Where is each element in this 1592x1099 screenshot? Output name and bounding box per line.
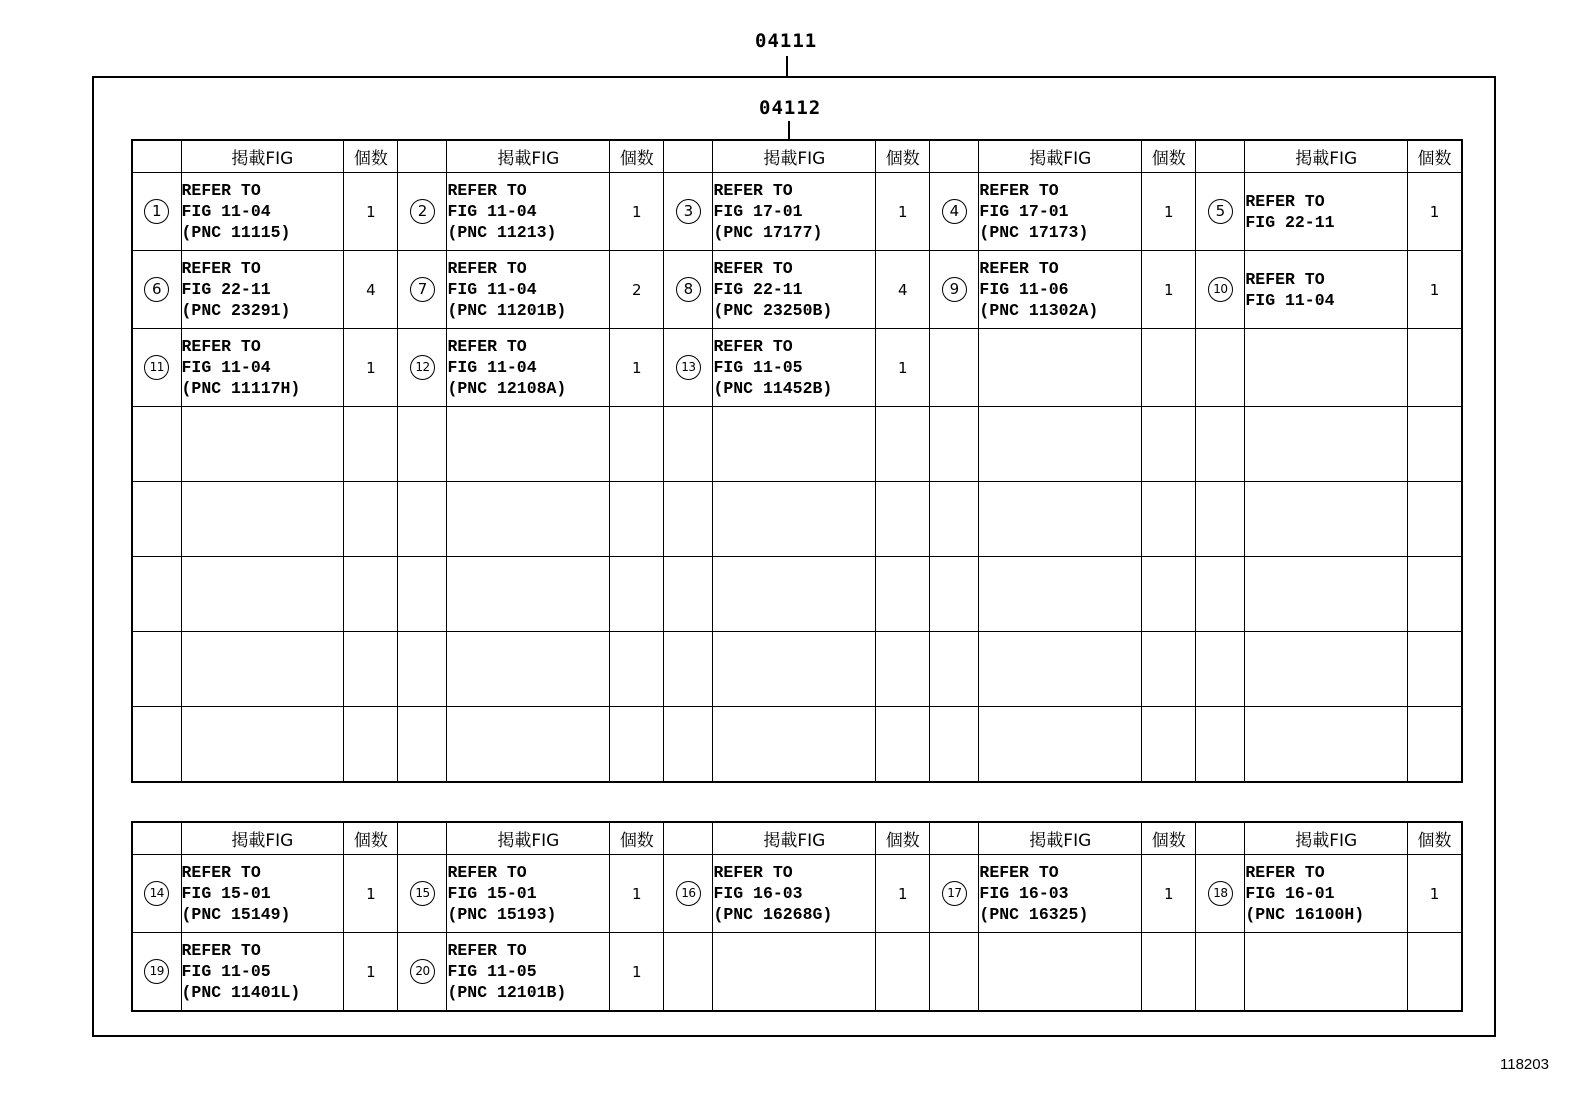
item-number-cell: [930, 251, 979, 329]
header-blank: [930, 140, 979, 173]
quantity-cell: 1: [1408, 855, 1462, 933]
header-qty: 個数: [1142, 822, 1196, 855]
empty-row: [132, 557, 1462, 632]
header-qty: 個数: [876, 822, 930, 855]
reference-line: FIG 17-01: [979, 202, 1069, 221]
figure-reference-cell: [447, 251, 610, 329]
empty-cell: [713, 482, 876, 557]
item-number-badge: 13: [676, 355, 701, 380]
reference-line: REFER TO: [979, 181, 1059, 200]
reference-line: REFER TO: [447, 337, 527, 356]
figure-reference-cell: [181, 251, 344, 329]
reference-line: REFER TO: [181, 259, 261, 278]
empty-cell: [447, 557, 610, 632]
header-fig: 掲載FIG: [713, 140, 876, 173]
empty-cell: [344, 407, 398, 482]
empty-cell: [876, 407, 930, 482]
figure-reference-cell: [181, 855, 344, 933]
empty-cell: [979, 482, 1142, 557]
empty-cell: [1196, 329, 1245, 407]
empty-cell: [930, 482, 979, 557]
quantity-cell: 1: [1408, 251, 1462, 329]
empty-cell: [930, 407, 979, 482]
lower-reference-table: [131, 821, 1463, 1012]
figure-reference-cell: [713, 251, 876, 329]
outer-leader-line: [786, 56, 788, 76]
reference-line: REFER TO: [447, 863, 527, 882]
reference-line: (PNC 15149): [181, 905, 291, 924]
item-number-badge: 17: [942, 881, 967, 906]
empty-cell: [610, 632, 664, 707]
quantity-cell: 4: [344, 251, 398, 329]
reference-line: FIG 11-04: [447, 202, 537, 221]
item-number-cell: [1196, 251, 1245, 329]
reference-line: FIG 11-04: [447, 358, 537, 377]
reference-line: FIG 22-11: [713, 280, 803, 299]
empty-cell: [447, 707, 610, 783]
empty-cell: [1408, 407, 1462, 482]
empty-cell: [1245, 329, 1408, 407]
empty-cell: [1408, 933, 1462, 1012]
empty-cell: [1245, 407, 1408, 482]
figure-reference-cell: [181, 933, 344, 1012]
reference-line: (PNC 16325): [979, 905, 1089, 924]
upper-reference-table: [131, 139, 1463, 783]
reference-line: FIG 11-06: [979, 280, 1069, 299]
empty-cell: [1408, 632, 1462, 707]
figure-reference-cell: [1245, 855, 1408, 933]
empty-cell: [979, 632, 1142, 707]
item-number-cell: [664, 251, 713, 329]
empty-cell: [713, 557, 876, 632]
reference-line: FIG 11-05: [447, 962, 537, 981]
reference-line: REFER TO: [181, 337, 261, 356]
quantity-cell: 2: [610, 251, 664, 329]
empty-cell: [979, 707, 1142, 783]
figure-reference-cell: [447, 855, 610, 933]
item-number-cell: [132, 173, 181, 251]
empty-row: [132, 707, 1462, 783]
figure-reference-cell: [979, 855, 1142, 933]
table-row: [132, 933, 1462, 1012]
empty-cell: [979, 557, 1142, 632]
illustration-code: 118203: [1500, 1056, 1549, 1073]
figure-reference-cell: [447, 933, 610, 1012]
empty-cell: [876, 707, 930, 783]
empty-cell: [398, 632, 447, 707]
empty-cell: [1142, 407, 1196, 482]
item-number-badge: 7: [410, 277, 435, 302]
item-number-cell: [930, 855, 979, 933]
empty-cell: [1408, 329, 1462, 407]
table-row: [132, 855, 1462, 933]
empty-cell: [1408, 557, 1462, 632]
reference-line: (PNC 11401L): [181, 983, 301, 1002]
quantity-cell: 1: [344, 855, 398, 933]
empty-cell: [181, 707, 344, 783]
reference-line: REFER TO: [713, 863, 793, 882]
reference-line: REFER TO: [181, 941, 261, 960]
reference-line: REFER TO: [713, 259, 793, 278]
reference-line: REFER TO: [979, 259, 1059, 278]
header-fig: 掲載FIG: [1245, 822, 1408, 855]
empty-cell: [132, 482, 181, 557]
reference-line: FIG 11-04: [181, 358, 271, 377]
header-qty: 個数: [344, 140, 398, 173]
reference-line: FIG 11-05: [713, 358, 803, 377]
empty-cell: [447, 407, 610, 482]
empty-cell: [1245, 632, 1408, 707]
quantity-cell: 1: [344, 329, 398, 407]
empty-cell: [1196, 407, 1245, 482]
empty-cell: [1196, 482, 1245, 557]
header-fig: 掲載FIG: [979, 140, 1142, 173]
empty-cell: [1408, 707, 1462, 783]
item-number-cell: [1196, 173, 1245, 251]
empty-cell: [1245, 707, 1408, 783]
header-blank: [1196, 140, 1245, 173]
header-blank: [132, 822, 181, 855]
quantity-cell: 1: [1408, 173, 1462, 251]
item-number-badge: 9: [942, 277, 967, 302]
header-fig: 掲載FIG: [713, 822, 876, 855]
reference-line: (PNC 23250B): [713, 301, 833, 320]
reference-line: (PNC 16100H): [1245, 905, 1365, 924]
reference-line: REFER TO: [1245, 269, 1325, 289]
empty-cell: [610, 407, 664, 482]
empty-cell: [876, 557, 930, 632]
header-fig: 掲載FIG: [447, 140, 610, 173]
item-number-cell: [398, 173, 447, 251]
empty-cell: [398, 557, 447, 632]
empty-cell: [1245, 482, 1408, 557]
empty-cell: [713, 407, 876, 482]
quantity-cell: 1: [876, 173, 930, 251]
item-number-badge: 4: [942, 199, 967, 224]
reference-line: FIG 16-01: [1245, 884, 1335, 903]
figure-reference-cell: [1245, 173, 1408, 251]
empty-cell: [344, 707, 398, 783]
reference-line: (PNC 16268G): [713, 905, 833, 924]
item-number-cell: [930, 173, 979, 251]
reference-line: (PNC 11302A): [979, 301, 1099, 320]
empty-cell: [664, 933, 713, 1012]
header-blank: [664, 140, 713, 173]
reference-line: REFER TO: [181, 863, 261, 882]
quantity-cell: 1: [344, 173, 398, 251]
reference-line: REFER TO: [1245, 863, 1325, 882]
reference-line: REFER TO: [1245, 191, 1325, 211]
empty-row: [132, 407, 1462, 482]
empty-cell: [1245, 557, 1408, 632]
header-qty: 個数: [1142, 140, 1196, 173]
reference-line: (PNC 23291): [181, 301, 291, 320]
quantity-cell: 4: [876, 251, 930, 329]
empty-cell: [1408, 482, 1462, 557]
empty-cell: [1196, 707, 1245, 783]
reference-line: FIG 22-11: [181, 280, 271, 299]
quantity-cell: 1: [1142, 173, 1196, 251]
empty-cell: [713, 933, 876, 1012]
empty-cell: [979, 329, 1142, 407]
empty-cell: [181, 632, 344, 707]
empty-cell: [1142, 933, 1196, 1012]
figure-reference-cell: [979, 173, 1142, 251]
header-blank: [1196, 822, 1245, 855]
quantity-cell: 1: [1142, 251, 1196, 329]
reference-line: FIG 16-03: [979, 884, 1069, 903]
quantity-cell: 1: [610, 329, 664, 407]
item-number-cell: [1196, 855, 1245, 933]
figure-reference-cell: [1245, 251, 1408, 329]
figure-reference-cell: [713, 329, 876, 407]
empty-cell: [344, 482, 398, 557]
reference-line: (PNC 11452B): [713, 379, 833, 398]
item-number-cell: [398, 329, 447, 407]
empty-cell: [930, 933, 979, 1012]
reference-line: FIG 15-01: [447, 884, 537, 903]
empty-cell: [447, 632, 610, 707]
item-number-cell: [398, 855, 447, 933]
reference-line: REFER TO: [979, 863, 1059, 882]
header-row: [132, 140, 1462, 173]
reference-line: FIG 11-04: [181, 202, 271, 221]
empty-cell: [930, 707, 979, 783]
reference-line: (PNC 12101B): [447, 983, 567, 1002]
reference-line: (PNC 11117H): [181, 379, 301, 398]
reference-line: FIG 22-11: [1245, 212, 1335, 232]
header-qty: 個数: [610, 140, 664, 173]
item-number-cell: [132, 855, 181, 933]
item-number-cell: [132, 933, 181, 1012]
empty-cell: [930, 329, 979, 407]
reference-line: REFER TO: [447, 259, 527, 278]
empty-cell: [979, 933, 1142, 1012]
item-number-cell: [664, 173, 713, 251]
empty-cell: [398, 407, 447, 482]
item-number-badge: 18: [1208, 881, 1233, 906]
header-qty: 個数: [1408, 822, 1462, 855]
empty-cell: [1245, 933, 1408, 1012]
empty-cell: [132, 707, 181, 783]
empty-cell: [664, 632, 713, 707]
item-number-badge: 3: [676, 199, 701, 224]
reference-line: (PNC 11201B): [447, 301, 567, 320]
empty-cell: [876, 933, 930, 1012]
empty-cell: [610, 557, 664, 632]
inner-leader-line: [788, 121, 790, 139]
empty-cell: [132, 632, 181, 707]
figure-reference-cell: [181, 173, 344, 251]
empty-cell: [1142, 329, 1196, 407]
header-fig: 掲載FIG: [1245, 140, 1408, 173]
assembly-code-inner: 04112: [759, 97, 822, 119]
header-fig: 掲載FIG: [181, 822, 344, 855]
quantity-cell: 1: [876, 329, 930, 407]
empty-cell: [1196, 632, 1245, 707]
reference-line: FIG 11-04: [1245, 290, 1335, 310]
figure-reference-cell: [713, 173, 876, 251]
item-number-badge: 5: [1208, 199, 1233, 224]
header-qty: 個数: [344, 822, 398, 855]
header-qty: 個数: [610, 822, 664, 855]
header-blank: [398, 140, 447, 173]
header-qty: 個数: [1408, 140, 1462, 173]
reference-line: REFER TO: [713, 181, 793, 200]
empty-cell: [132, 407, 181, 482]
item-number-badge: 14: [144, 881, 169, 906]
reference-line: FIG 17-01: [713, 202, 803, 221]
quantity-cell: 1: [610, 933, 664, 1012]
empty-cell: [930, 632, 979, 707]
header-blank: [664, 822, 713, 855]
reference-line: REFER TO: [447, 181, 527, 200]
table-row: [132, 329, 1462, 407]
table-row: [132, 173, 1462, 251]
quantity-cell: 1: [610, 855, 664, 933]
empty-cell: [181, 557, 344, 632]
empty-cell: [713, 632, 876, 707]
empty-cell: [610, 707, 664, 783]
reference-line: REFER TO: [447, 941, 527, 960]
header-blank: [398, 822, 447, 855]
empty-cell: [344, 557, 398, 632]
quantity-cell: 1: [344, 933, 398, 1012]
empty-cell: [664, 482, 713, 557]
quantity-cell: 1: [1142, 855, 1196, 933]
empty-cell: [181, 407, 344, 482]
figure-reference-cell: [181, 329, 344, 407]
reference-line: REFER TO: [713, 337, 793, 356]
figure-reference-cell: [447, 329, 610, 407]
header-fig: 掲載FIG: [181, 140, 344, 173]
header-row: [132, 822, 1462, 855]
empty-cell: [930, 557, 979, 632]
item-number-cell: [132, 251, 181, 329]
empty-cell: [876, 482, 930, 557]
empty-cell: [610, 482, 664, 557]
item-number-badge: 8: [676, 277, 701, 302]
item-number-badge: 1: [144, 199, 169, 224]
reference-line: FIG 11-04: [447, 280, 537, 299]
item-number-badge: 16: [676, 881, 701, 906]
figure-reference-cell: [713, 855, 876, 933]
item-number-badge: 12: [410, 355, 435, 380]
empty-cell: [1142, 707, 1196, 783]
item-number-badge: 10: [1208, 277, 1233, 302]
item-number-badge: 2: [410, 199, 435, 224]
item-number-badge: 19: [144, 959, 169, 984]
empty-row: [132, 632, 1462, 707]
header-fig: 掲載FIG: [447, 822, 610, 855]
header-qty: 個数: [876, 140, 930, 173]
empty-cell: [1196, 933, 1245, 1012]
reference-line: (PNC 12108A): [447, 379, 567, 398]
assembly-code-outer: 04111: [755, 30, 818, 52]
item-number-cell: [664, 855, 713, 933]
empty-cell: [344, 632, 398, 707]
figure-reference-cell: [447, 173, 610, 251]
header-blank: [930, 822, 979, 855]
header-blank: [132, 140, 181, 173]
reference-line: (PNC 17173): [979, 223, 1089, 242]
empty-cell: [876, 632, 930, 707]
empty-cell: [664, 707, 713, 783]
empty-cell: [713, 707, 876, 783]
item-number-cell: [132, 329, 181, 407]
quantity-cell: 1: [610, 173, 664, 251]
item-number-cell: [398, 933, 447, 1012]
reference-line: (PNC 11213): [447, 223, 557, 242]
quantity-cell: 1: [876, 855, 930, 933]
reference-line: FIG 11-05: [181, 962, 271, 981]
item-number-badge: 20: [410, 959, 435, 984]
reference-line: (PNC 11115): [181, 223, 291, 242]
item-number-badge: 11: [144, 355, 169, 380]
empty-cell: [398, 707, 447, 783]
empty-row: [132, 482, 1462, 557]
reference-line: FIG 15-01: [181, 884, 271, 903]
empty-cell: [1142, 632, 1196, 707]
reference-line: REFER TO: [181, 181, 261, 200]
empty-cell: [447, 482, 610, 557]
item-number-cell: [664, 329, 713, 407]
empty-cell: [1142, 557, 1196, 632]
header-fig: 掲載FIG: [979, 822, 1142, 855]
empty-cell: [1142, 482, 1196, 557]
reference-line: (PNC 15193): [447, 905, 557, 924]
empty-cell: [1196, 557, 1245, 632]
empty-cell: [181, 482, 344, 557]
figure-reference-cell: [979, 251, 1142, 329]
item-number-cell: [398, 251, 447, 329]
empty-cell: [664, 407, 713, 482]
item-number-badge: 6: [144, 277, 169, 302]
empty-cell: [979, 407, 1142, 482]
reference-line: (PNC 17177): [713, 223, 823, 242]
item-number-badge: 15: [410, 881, 435, 906]
empty-cell: [664, 557, 713, 632]
empty-cell: [132, 557, 181, 632]
table-row: [132, 251, 1462, 329]
reference-line: FIG 16-03: [713, 884, 803, 903]
empty-cell: [398, 482, 447, 557]
